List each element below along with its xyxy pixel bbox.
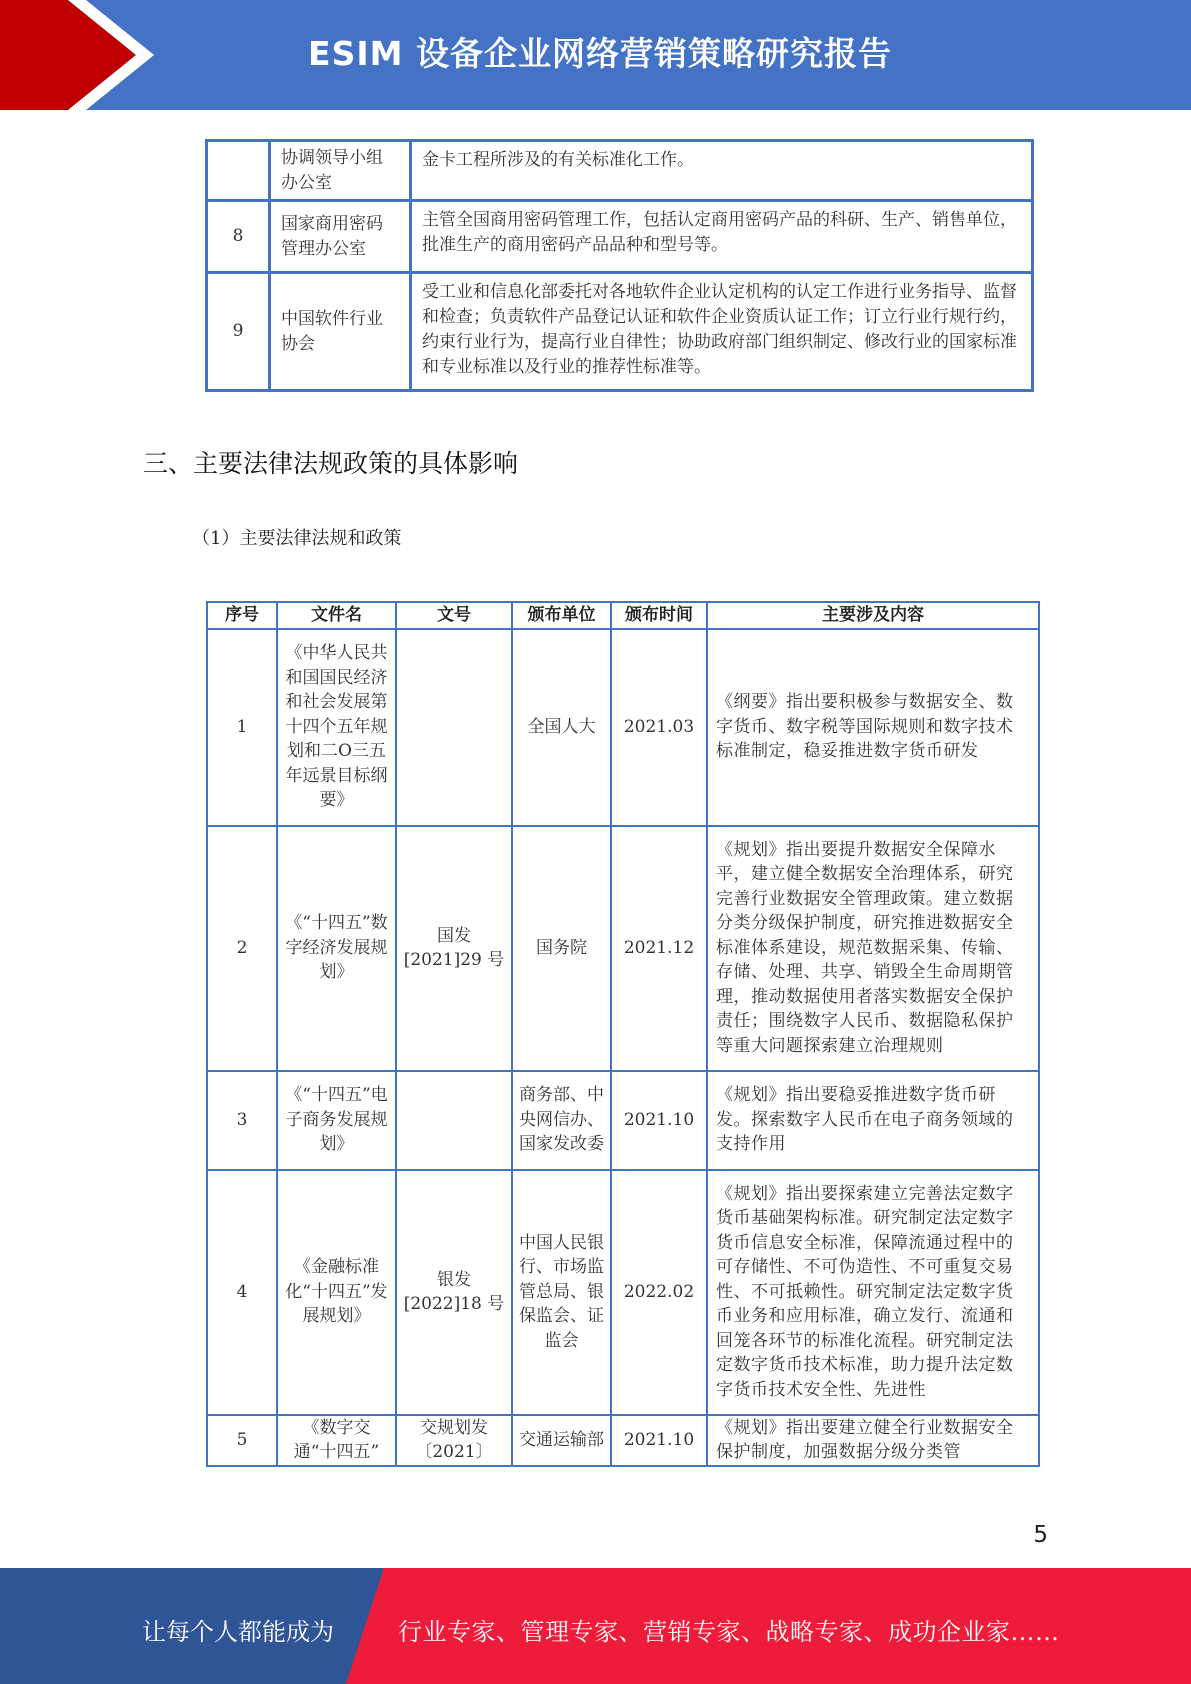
table-row	[207, 1071, 1039, 1170]
issuer: 商务部、中央网信办、国家发改委	[512, 1071, 611, 1170]
agency-name: 中国软件行业协会	[270, 273, 411, 391]
issuer: 国务院	[512, 826, 611, 1071]
issue-date: 2021.10	[611, 1071, 707, 1170]
row-number: 4	[207, 1170, 277, 1415]
agency-description: 受工业和信息化部委托对各地软件企业认定机构的认定工作进行业务指导、监督和检查；负责软件产品登记认证和软件企业资质认证工作；订立行业行规行约，约束行业行为，提高行业自律性；协助政府部门组织制定、修改行业的国家标准和专业标准以及行业的推荐性标准等。	[411, 273, 1033, 391]
main-content: 《规划》指出要稳妥推进数字货币研发。探索数字人民币在电子商务领域的支持作用	[707, 1071, 1039, 1170]
issuer: 中国人民银行、市场监管总局、银保监会、证监会	[512, 1170, 611, 1415]
row-number: 5	[207, 1415, 277, 1466]
document-name: 《数字交通“十四五”	[277, 1415, 396, 1466]
document-name: 《金融标准化“十四五”发展规划》	[277, 1170, 396, 1415]
table-row	[207, 273, 1033, 391]
row-number: 3	[207, 1071, 277, 1170]
document-number: 国发[2021]29 号	[396, 826, 512, 1071]
main-content: 《规划》指出要探索建立完善法定数字货币基础架构标准。研究制定法定数字货币信息安全标准，保障流通过程中的可存储性、不可伪造性、不可重复交易性、不可抵赖性。研究制定法定数字货币业务和应用标准，确立发行、流通和回笼各环节的标准化流程。研究制定法定数字货币技术标准，助力提升法定数字货币技术安全性、先进性	[707, 1170, 1039, 1415]
page-header	[0, 0, 1191, 110]
agency-description: 主管全国商用密码管理工作，包括认定商用密码产品的科研、生产、销售单位，批准生产的商用密码产品品种和型号等。	[411, 201, 1033, 273]
footer-slogan-right: 行业专家、管理专家、营销专家、战略专家、成功企业家……	[398, 1618, 1060, 1646]
document-number	[396, 1071, 512, 1170]
row-number: 9	[207, 273, 270, 391]
table-row	[207, 1170, 1039, 1415]
document-name: 《“十四五”电子商务发展规划》	[277, 1071, 396, 1170]
document-number	[396, 629, 512, 826]
agency-table	[205, 139, 1034, 392]
subsection-title: （1）主要法律法规和政策	[192, 528, 402, 549]
table-row	[207, 826, 1039, 1071]
column-header: 文件名	[277, 602, 396, 629]
document-number: 银发[2022]18 号	[396, 1170, 512, 1415]
row-number: 2	[207, 826, 277, 1071]
main-content: 《纲要》指出要积极参与数据安全、数字货币、数字税等国际规则和数字技术标准制定，稳妥推进数字货币研发	[707, 629, 1039, 826]
agency-name: 协调领导小组办公室	[270, 141, 411, 201]
document-name: 《中华人民共和国国民经济和社会发展第十四个五年规划和二O三五年远景目标纲要》	[277, 629, 396, 826]
column-header: 文号	[396, 602, 512, 629]
column-header: 序号	[207, 602, 277, 629]
issuer: 全国人大	[512, 629, 611, 826]
issue-date: 2021.03	[611, 629, 707, 826]
issue-date: 2021.10	[611, 1415, 707, 1466]
issue-date: 2022.02	[611, 1170, 707, 1415]
row-number: 8	[207, 201, 270, 273]
section-title: 三、主要法律法规政策的具体影响	[143, 449, 519, 478]
table-row	[207, 1415, 1039, 1466]
row-number: 1	[207, 629, 277, 826]
issuer: 交通运输部	[512, 1415, 611, 1466]
policy-table	[206, 601, 1040, 1467]
table-row	[207, 141, 1033, 201]
table-header-row	[207, 602, 1039, 629]
page-number: 5	[1033, 1522, 1048, 1548]
issue-date: 2021.12	[611, 826, 707, 1071]
agency-name: 国家商用密码管理办公室	[270, 201, 411, 273]
document-name: 《“十四五”数字经济发展规划》	[277, 826, 396, 1071]
table-row	[207, 629, 1039, 826]
table-row	[207, 201, 1033, 273]
agency-description: 金卡工程所涉及的有关标准化工作。	[411, 141, 1033, 201]
column-header: 颁布时间	[611, 602, 707, 629]
column-header: 颁布单位	[512, 602, 611, 629]
footer-slogan-left: 让每个人都能成为	[142, 1618, 334, 1646]
column-header: 主要涉及内容	[707, 602, 1039, 629]
page-footer	[0, 1568, 1191, 1684]
main-content: 《规划》指出要建立健全行业数据安全保护制度，加强数据分级分类管	[707, 1415, 1039, 1466]
document-number: 交规划发〔2021〕	[396, 1415, 512, 1466]
report-title: ESIM 设备企业网络营销策略研究报告	[308, 34, 892, 73]
row-number	[207, 141, 270, 201]
main-content: 《规划》指出要提升数据安全保障水平，建立健全数据安全治理体系，研究完善行业数据安全管理政策。建立数据分类分级保护制度，研究推进数据安全标准体系建设，规范数据采集、传输、存储、处理、共享、销毁全生命周期管理，推动数据使用者落实数据安全保护责任；围绕数字人民币、数据隐私保护等重大问题探索建立治理规则	[707, 826, 1039, 1071]
